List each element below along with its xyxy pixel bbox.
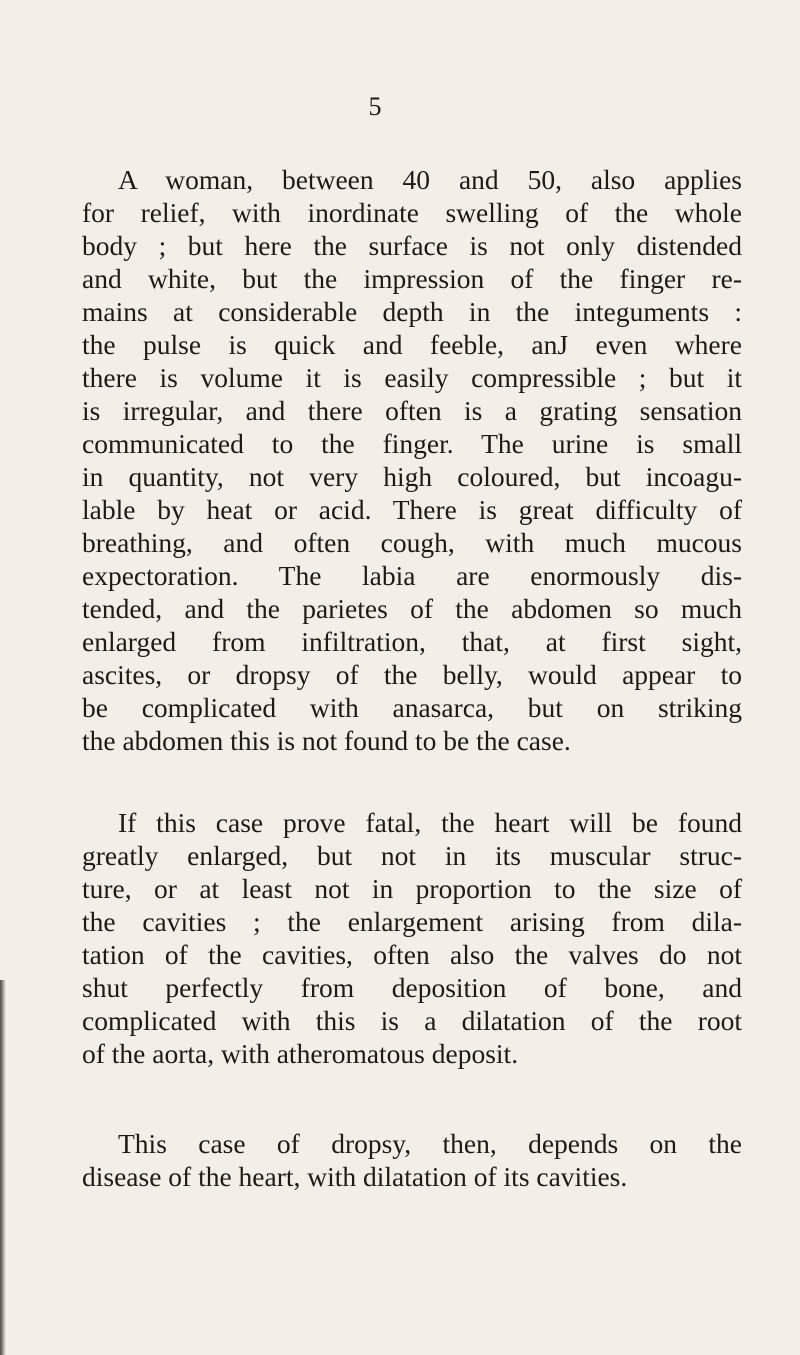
text-line: the cavities ; the enlargement arising from dila- bbox=[82, 906, 742, 937]
text-line: A woman, between 40 and 50, also applies bbox=[118, 164, 742, 195]
text-line: there is volume it is easily compressible ; but it bbox=[82, 362, 742, 393]
text-line: the abdomen this is not found to be the case. bbox=[82, 725, 571, 756]
page-edge-shadow bbox=[0, 980, 6, 1355]
text-line: tation of the cavities, often also the valves do not bbox=[82, 939, 742, 970]
page-number: 5 bbox=[368, 92, 382, 121]
text-line: is irregular, and there often is a grating sensation bbox=[82, 395, 742, 426]
text-line: greatly enlarged, but not in its muscular struc- bbox=[82, 840, 742, 871]
text-line: of the aorta, with atheromatous deposit. bbox=[82, 1038, 519, 1069]
text-line: If this case prove fatal, the heart will be found bbox=[118, 807, 742, 838]
text-line: This case of dropsy, then, depends on the bbox=[118, 1128, 742, 1159]
text-line: in quantity, not very high coloured, but incoagu- bbox=[82, 461, 742, 492]
text-line: and white, but the impression of the finger re- bbox=[82, 263, 742, 294]
paragraph-1 bbox=[82, 163, 742, 757]
text-line: the pulse is quick and feeble, anJ even where bbox=[82, 329, 742, 360]
paragraph-3 bbox=[82, 1127, 742, 1193]
text-line: disease of the heart, with dilatation of its cavities. bbox=[82, 1161, 628, 1192]
text-line: ascites, or dropsy of the belly, would appear to bbox=[82, 659, 742, 690]
text-line: ture, or at least not in proportion to the size of bbox=[82, 873, 742, 904]
text-line: complicated with this is a dilatation of the root bbox=[82, 1005, 742, 1036]
paragraph-2 bbox=[82, 806, 742, 1070]
text-line: breathing, and often cough, with much mucous bbox=[82, 527, 742, 558]
text-line: for relief, with inordinate swelling of the whole bbox=[82, 197, 742, 228]
text-line: mains at considerable depth in the integuments : bbox=[82, 296, 742, 327]
text-line: body ; but here the surface is not only distended bbox=[82, 230, 742, 261]
text-line: be complicated with anasarca, but on striking bbox=[82, 692, 742, 723]
text-line: expectoration. The labia are enormously dis- bbox=[82, 560, 742, 591]
text-line: tended, and the parietes of the abdomen so much bbox=[82, 593, 742, 624]
text-line: shut perfectly from deposition of bone, and bbox=[82, 972, 742, 1003]
text-line: lable by heat or acid. There is great difficulty of bbox=[82, 494, 742, 525]
text-line: enlarged from infiltration, that, at first sight, bbox=[82, 626, 742, 657]
text-line: communicated to the finger. The urine is small bbox=[82, 428, 742, 459]
